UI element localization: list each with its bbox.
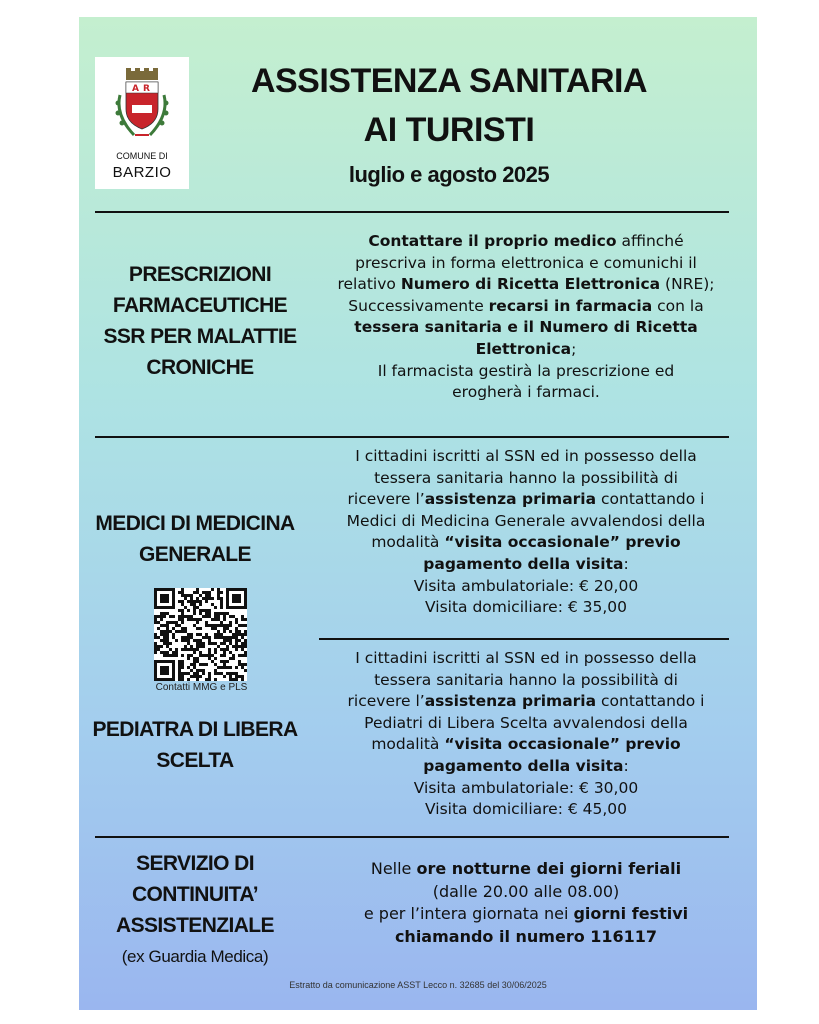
title-note: (ex Guardia Medica) [121,947,269,966]
body-line: tessera sanitaria hanno la possibilità di [374,468,678,487]
bold-run: Contattare il proprio medico [368,232,617,250]
logo-municipality-name: BARZIO [112,164,172,181]
body-line: pagamento della visita: [423,756,629,775]
title-line: ASSISTENZIALE [116,914,274,937]
body-line: I cittadini iscritti al SSN ed in possesso della [355,447,697,465]
body-line: pagamento della visita: [423,554,629,573]
bold-run: chiamando il numero 116117 [394,926,658,946]
bold-run: Elettronica [475,339,572,358]
divider-3 [319,638,729,640]
body-line: Successivamente recarsi in farmacia con la [348,296,704,315]
title-line: SCELTA [156,749,234,772]
body-line: Nelle ore notturne dei giorni feriali [370,859,682,878]
body-line: (dalle 20.00 alle 08.00) [432,881,620,901]
bold-run: recarsi in farmacia [488,296,653,315]
section-title-prescrizioni [85,259,315,383]
title-line: CONTINUITA’ [131,883,258,906]
body-line: Visita domiciliare: € 35,00 [425,598,627,617]
body-line: relativo Numero di Ricetta Elettronica (NRE); [337,275,715,294]
body-line: Il farmacista gestirà la prescrizione ed [377,361,675,380]
section-title-pls [79,714,311,776]
bold-run: “visita occasionale” previo [444,735,681,754]
title-line: SSR PER MALATTIE [103,325,297,348]
poster [79,17,757,1010]
svg-text:R: R [143,84,150,94]
body-line: Medici di Medicina Generale avvalendosi della [346,511,706,530]
bold-run: Numero di Ricetta Elettronica [400,275,661,294]
body-line: modalità “visita occasionale” previo [371,533,681,552]
bold-run: pagamento della visita [423,554,624,573]
bold-run: ore notturne dei giorni feriali [416,859,682,878]
body-line: Visita ambulatoriale: € 30,00 [413,778,639,797]
municipality-logo [95,57,189,189]
body-line: Visita ambulatoriale: € 20,00 [413,576,639,595]
bold-run: giorni festivi [573,904,689,923]
title-line: CRONICHE [146,356,254,379]
qr-code-icon[interactable] [154,588,247,681]
page-title-line1: ASSISTENZA SANITARIA [250,62,648,100]
title-line: FARMACEUTICHE [112,294,288,317]
body-line: Elettronica; [475,339,577,358]
body-line: modalità “visita occasionale” previo [371,735,681,754]
bold-run: pagamento della visita [423,756,624,775]
title-line: PRESCRIZIONI [128,263,272,286]
bold-run: assistenza primaria [424,490,597,509]
title-line: GENERALE [139,543,251,566]
title-line: PEDIATRA DI LIBERA [92,718,298,741]
body-line [303,926,749,949]
section-body-pls [303,648,749,821]
page-subtitle: luglio e agosto 2025 [348,162,550,187]
bold-run: tessera sanitaria e il Numero di Ricetta [354,318,698,337]
body-line: erogherà i farmaci. [452,383,600,402]
body-line: prescriva in forma elettronica e comunichi il [355,253,697,272]
body-line: ricevere l’assistenza primaria contattando i [347,490,705,509]
qr-code-label: Contatti MMG e PLS [155,682,248,693]
divider-2 [95,436,729,438]
section-body-continuita [303,858,749,948]
body-line: Pediatri di Libera Scelta avvalendosi della [364,713,688,732]
page-title-line2: AI TURISTI [363,111,535,149]
coat-of-arms-icon [109,65,175,151]
svg-text:A: A [132,84,139,94]
body-line: ricevere l’assistenza primaria contattando i [347,692,705,711]
body-line: Contattare il proprio medico affinché [368,232,684,250]
body-line: I cittadini iscritti al SSN ed in possesso della [355,649,697,667]
body-line [303,317,749,339]
body-line: Visita domiciliare: € 45,00 [425,800,627,819]
section-title-mmg [79,508,311,570]
title-line: SERVIZIO DI [136,852,254,875]
bold-run: “visita occasionale” previo [444,533,681,552]
logo-comune-label: COMUNE DI [116,151,168,161]
footer-source-note: Estratto da comunicazione ASST Lecco n. 32685 del 30/06/2025 [289,980,547,990]
section-body-mmg [303,446,749,619]
bold-run: assistenza primaria [424,692,597,711]
section-title-continuita [85,848,305,972]
body-line: e per l’intera giornata nei giorni festivi [363,904,689,923]
divider-4 [95,836,729,838]
divider-top [95,211,729,213]
title-line: MEDICI DI MEDICINA [95,512,295,535]
body-line: tessera sanitaria hanno la possibilità di [374,670,678,689]
section-body-prescrizioni [303,231,749,404]
